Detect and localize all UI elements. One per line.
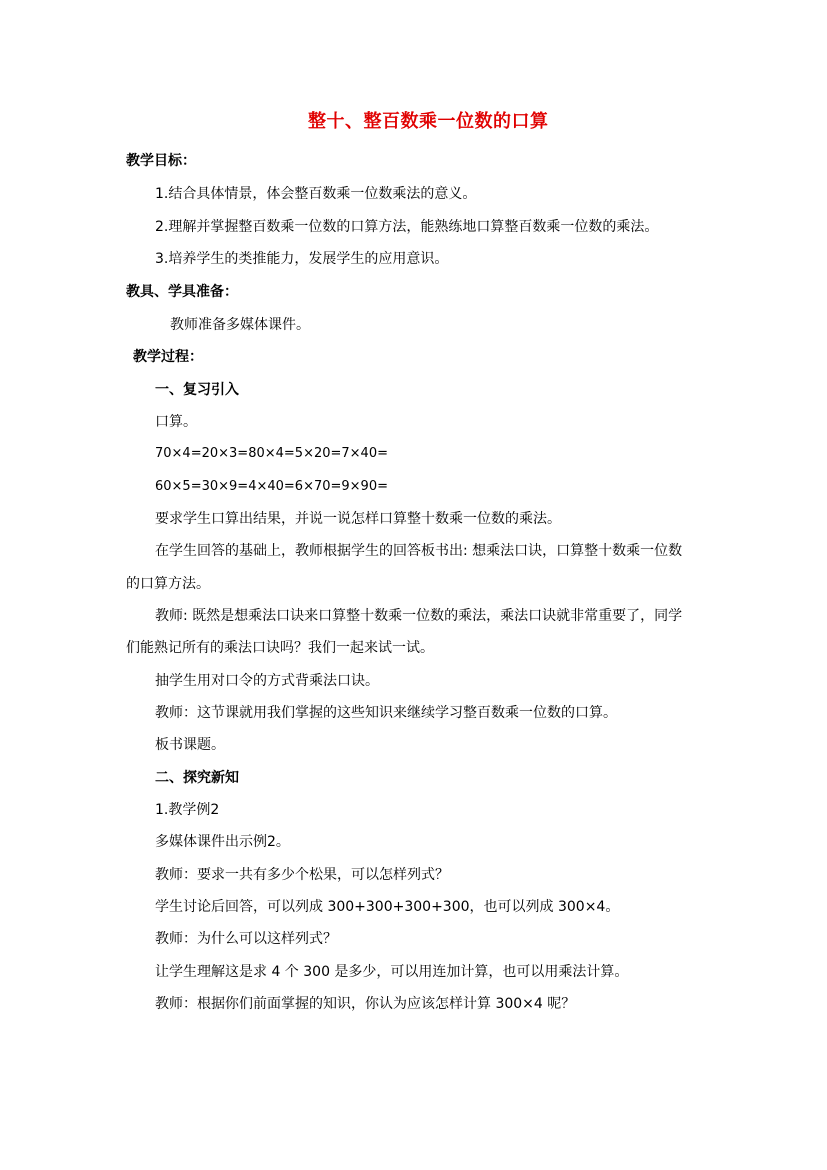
objectives-heading: 教学目标： <box>126 153 196 169</box>
section1-line: 的口算方法。 <box>126 576 210 592</box>
prep-text: 教师准备多媒体课件。 <box>170 317 310 333</box>
section1-heading: 一、复习引入 <box>155 382 239 398</box>
section2-line: 教师：根据你们前面掌握的知识，你认为应该怎样计算 300×4 呢？ <box>155 996 576 1012</box>
section1-line: 口算。 <box>155 414 197 430</box>
section1-line: 70×4=20×3=80×4=5×20=7×40= <box>155 446 388 461</box>
section1-line: 教师：这节课就用我们掌握的这些知识来继续学习整百数乘一位数的口算。 <box>155 705 617 721</box>
section1-line: 教师: 既然是想乘法口诀来口算整十数乘一位数的乘法，乘法口诀就非常重要了，同学 <box>155 608 683 624</box>
section1-line: 60×5=30×9=4×40=6×70=9×90= <box>155 479 388 494</box>
objective-item-1: 1.结合具体情景，体会整百数乘一位数乘法的意义。 <box>155 186 477 202</box>
section1-line: 要求学生口算出结果，并说一说怎样口算整十数乘一位数的乘法。 <box>155 511 561 527</box>
section2-line: 教师：为什么可以这样列式？ <box>155 931 337 947</box>
section2-line: 让学生理解这是求 4 个 300 是多少，可以用连加计算，也可以用乘法计算。 <box>155 964 629 980</box>
section2-line: 多媒体课件出示例2。 <box>155 834 290 850</box>
section2-line: 教师：要求一共有多少个松果，可以怎样列式？ <box>155 867 449 883</box>
objective-item-2: 2.理解并掌握整百数乘一位数的口算方法，能熟练地口算整百数乘一位数的乘法。 <box>155 219 659 235</box>
prep-heading: 教具、学具准备： <box>126 284 238 300</box>
section1-line: 们能熟记所有的乘法口诀吗？我们一起来试一试。 <box>126 640 434 656</box>
document-title: 整十、整百数乘一位数的口算 <box>308 111 549 132</box>
section1-line: 板书课题。 <box>155 737 225 753</box>
section2-line: 1.教学例2 <box>155 802 220 818</box>
process-heading: 教学过程： <box>133 349 203 365</box>
section1-line: 抽学生用对口令的方式背乘法口诀。 <box>155 673 379 689</box>
section1-line: 在学生回答的基础上，教师根据学生的回答板书出: 想乘法口诀，口算整十数乘一位数 <box>155 543 683 559</box>
objective-item-3: 3.培养学生的类推能力，发展学生的应用意识。 <box>155 251 449 267</box>
section2-line: 学生讨论后回答，可以列成 300+300+300+300，也可以列成 300×4。 <box>155 899 620 915</box>
section2-heading: 二、探究新知 <box>155 770 239 786</box>
